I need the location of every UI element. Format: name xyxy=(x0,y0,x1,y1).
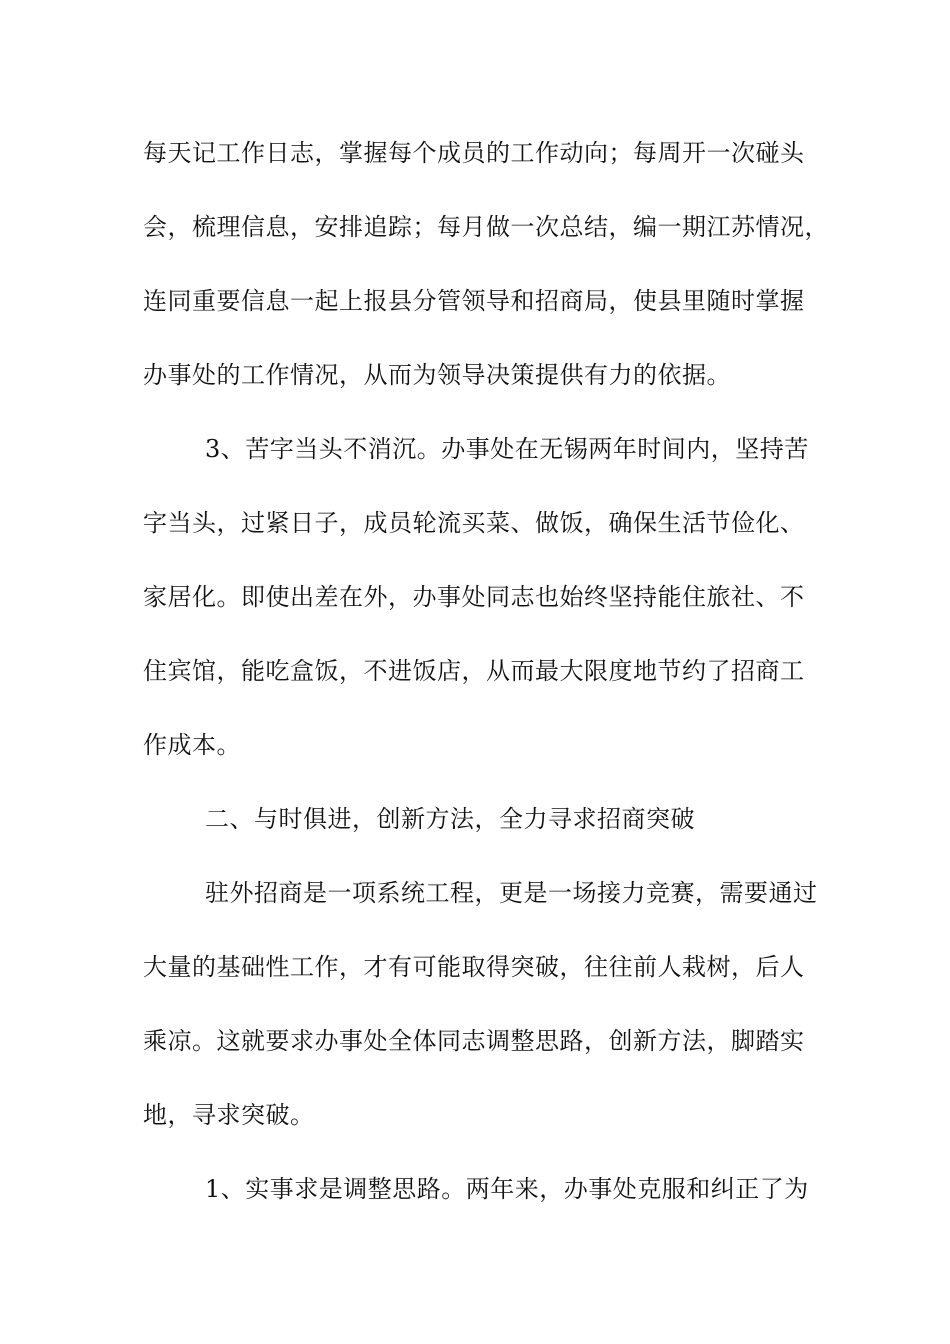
text-line: 会，梳理信息，安排追踪；每月做一次总结，编一期江苏情况， xyxy=(143,213,829,241)
text-line: 住宾馆，能吃盒饭，不进饭店，从而最大限度地节约了招商工 xyxy=(143,657,805,685)
text-line: 地，寻求突破。 xyxy=(143,1101,315,1129)
text-line: 大量的基础性工作，才有可能取得突破，往往前人栽树，后人 xyxy=(143,953,805,981)
paragraph-start: 1、实事求是调整思路。两年来，办事处克服和纠正了为 xyxy=(205,1175,809,1203)
text-line: 家居化。即使出差在外，办事处同志也始终坚持能住旅社、不 xyxy=(143,583,805,611)
paragraph-start: 驻外招商是一项系统工程，更是一场接力竞赛，需要通过 xyxy=(205,879,818,907)
section-heading: 二、与时俱进，创新方法，全力寻求招商突破 xyxy=(205,805,695,833)
text-line: 连同重要信息一起上报县分管领导和招商局，使县里随时掌握 xyxy=(143,287,805,315)
text-line: 乘凉。这就要求办事处全体同志调整思路，创新方法，脚踏实 xyxy=(143,1027,805,1055)
paragraph-start: 3、苦字当头不消沉。办事处在无锡两年时间内，坚持苦 xyxy=(205,435,809,463)
text-line: 办事处的工作情况，从而为领导决策提供有力的依据。 xyxy=(143,361,731,389)
text-line: 每天记工作日志，掌握每个成员的工作动向；每周开一次碰头 xyxy=(143,139,805,167)
text-line: 字当头，过紧日子，成员轮流买菜、做饭，确保生活节俭化、 xyxy=(143,509,805,537)
text-line: 作成本。 xyxy=(143,731,241,759)
